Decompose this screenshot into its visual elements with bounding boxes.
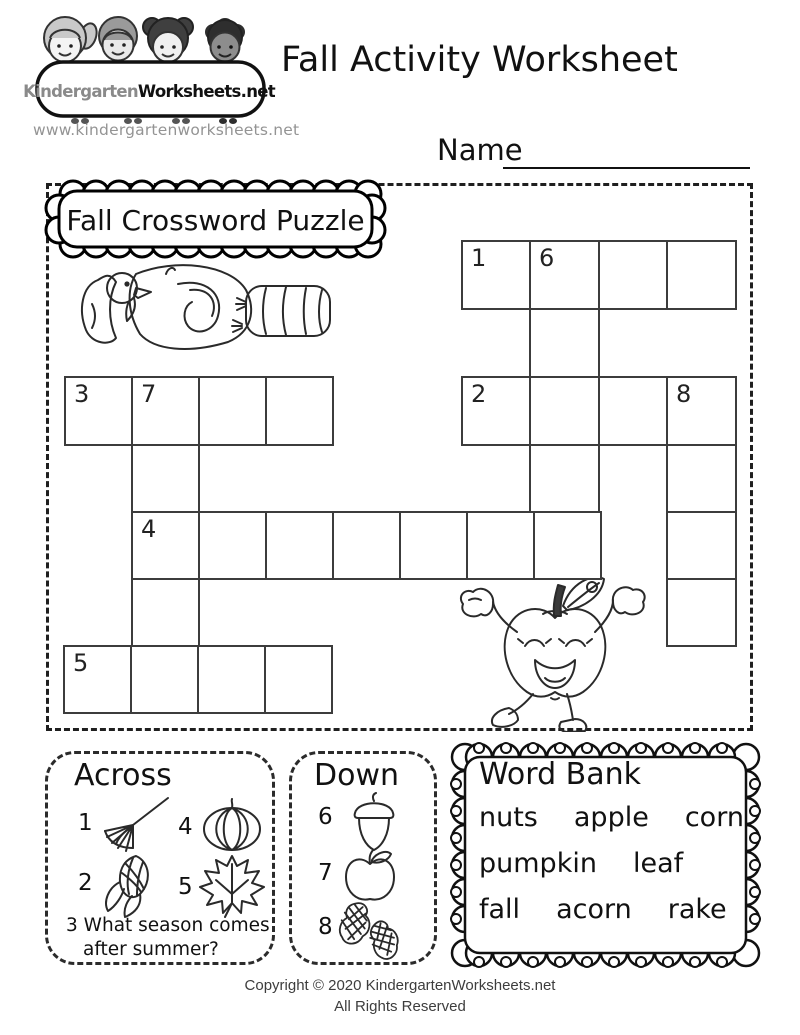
crossword-cell[interactable] xyxy=(64,376,133,446)
word-bank-word: pumpkin xyxy=(479,848,597,879)
page-title: Fall Activity Worksheet xyxy=(281,40,678,80)
word-bank-word: leaf xyxy=(632,848,684,879)
crossword-cell[interactable] xyxy=(598,376,668,446)
across-box xyxy=(45,751,275,965)
crossword-cell[interactable] xyxy=(131,376,200,446)
logo-kids-illustration xyxy=(33,10,268,128)
clue-number: 4 xyxy=(178,814,193,840)
footer-copyright: Copyright © 2020 KindergartenWorksheets.net xyxy=(244,977,556,994)
logo-banner-text xyxy=(23,76,275,106)
maple-leaf-icon xyxy=(196,854,268,918)
down-title: Down xyxy=(314,758,400,793)
word-bank-row xyxy=(479,894,727,925)
crossword-cell[interactable] xyxy=(666,578,737,647)
crossword-cell[interactable] xyxy=(198,376,267,446)
cell-number: 1 xyxy=(471,244,487,272)
crossword-cell[interactable] xyxy=(529,444,600,513)
crossword-cell[interactable] xyxy=(265,376,334,446)
cell-number: 4 xyxy=(141,515,157,543)
footer-rights: All Rights Reserved xyxy=(334,998,466,1015)
crossword-cell[interactable] xyxy=(265,511,334,580)
crossword-cell[interactable] xyxy=(197,645,266,714)
word-bank-word: fall xyxy=(479,894,521,925)
word-bank-word: corn xyxy=(684,802,744,833)
crossword-cell[interactable] xyxy=(130,645,199,714)
crossword-cell[interactable] xyxy=(131,511,200,580)
crossword-cell[interactable] xyxy=(466,511,535,580)
cell-number: 3 xyxy=(74,380,90,408)
cell-number: 6 xyxy=(539,244,555,272)
crossword-cell[interactable] xyxy=(264,645,333,714)
crossword-cell[interactable] xyxy=(529,376,600,446)
word-bank-row xyxy=(479,802,744,833)
crossword-cell[interactable] xyxy=(131,578,200,647)
name-label: Name xyxy=(437,133,523,167)
apple-character-illustration xyxy=(455,570,655,732)
crossword-cell[interactable] xyxy=(666,444,737,513)
clue-number: 2 xyxy=(78,870,93,896)
crossword-cell[interactable] xyxy=(399,511,468,580)
cell-number: 7 xyxy=(141,380,157,408)
word-bank-word: rake xyxy=(667,894,727,925)
puzzle-title: Fall Crossword Puzzle xyxy=(66,203,365,237)
clue-number: 7 xyxy=(318,860,333,886)
word-bank-title: Word Bank xyxy=(479,757,641,792)
crossword-cell[interactable] xyxy=(533,511,602,580)
crossword-cell[interactable] xyxy=(63,645,132,714)
crossword-cell[interactable] xyxy=(529,308,600,378)
clue-number: 5 xyxy=(178,874,193,900)
logo-text-kindergarten: Kindergarten xyxy=(23,81,138,101)
cell-number: 5 xyxy=(73,649,89,677)
crossword-cell[interactable] xyxy=(666,511,737,580)
crossword-cell[interactable] xyxy=(461,240,531,310)
crossword-cell[interactable] xyxy=(131,444,200,513)
crossword-cell[interactable] xyxy=(666,240,737,310)
crossword-cell[interactable] xyxy=(666,376,737,446)
clue-number: 3 xyxy=(66,915,78,936)
pumpkin-icon xyxy=(200,798,264,852)
clue-text: 3 What season comes after summer? xyxy=(66,915,270,960)
crossword-cell[interactable] xyxy=(529,240,600,310)
clue-number: 1 xyxy=(78,810,93,836)
cell-number: 8 xyxy=(676,380,692,408)
crossword-cell[interactable] xyxy=(461,376,531,446)
turkey-rake-illustration xyxy=(70,258,335,353)
word-bank-row xyxy=(479,848,683,879)
word-bank-word: apple xyxy=(573,802,649,833)
website-url: www.kindergartenworksheets.net xyxy=(33,121,300,139)
crossword-cell[interactable] xyxy=(598,240,668,310)
clue-number: 6 xyxy=(318,804,333,830)
peanuts-icon xyxy=(332,900,412,964)
apple-icon xyxy=(340,848,400,904)
word-bank-word: acorn xyxy=(556,894,632,925)
crossword-cell[interactable] xyxy=(332,511,401,580)
name-line[interactable] xyxy=(503,137,750,169)
corn-icon xyxy=(98,852,160,918)
crossword-cell[interactable] xyxy=(198,511,267,580)
logo-text-worksheets: Worksheets.net xyxy=(137,81,275,101)
word-bank-word: nuts xyxy=(479,802,538,833)
down-box xyxy=(289,751,437,965)
acorn-icon xyxy=(348,792,400,852)
broom-icon xyxy=(100,794,172,854)
across-title: Across xyxy=(74,758,172,793)
clue-number: 8 xyxy=(318,914,333,940)
cell-number: 2 xyxy=(471,380,487,408)
